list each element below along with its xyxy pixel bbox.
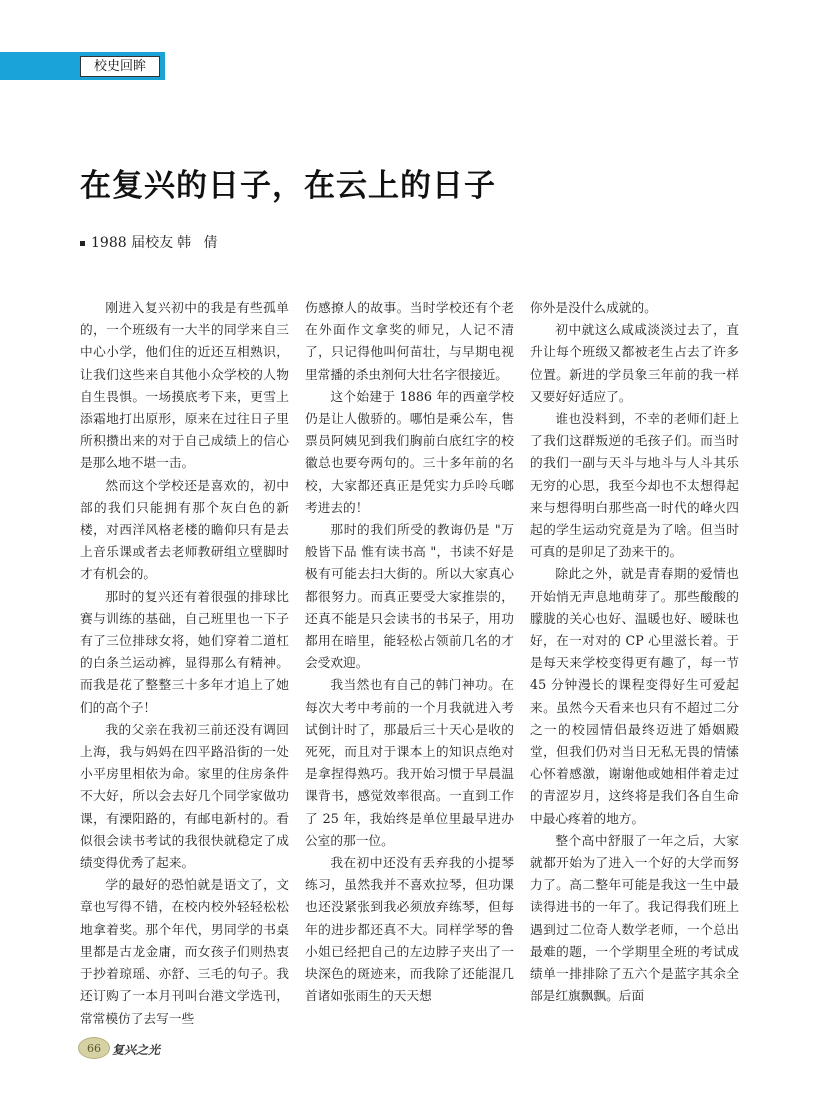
author-name: 韩 倩: [177, 235, 222, 251]
author-class: 1988 届校友: [91, 235, 174, 251]
paragraph: 谁也没料到，不幸的老师们赶上了我们这群叛逆的毛孩子们。而当时的我们一副与天斗与地斗与人斗其乐无穷的心思，我至今却也不太想得起来与想得明白那些高一时代的峰火四起的学生运动究竟是为了啥。但当时可真的是卯足了劲来干的。: [530, 411, 739, 560]
paragraph: 那时的复兴还有着很强的排球比赛与训练的基础，自己班里也一下子有了三位排球女将，她们穿着二道杠的白条兰运动裤，显得那么有精神。而我是花了整整三十多年才追上了她们的高个子！: [80, 588, 289, 715]
paragraph: 学的最好的恐怕就是语文了，文章也写得不错，在校内校外轻轻松松地拿着奖。那个年代，男同学的书桌里都是古龙金庸，而女孩子们则热衷于抄着琼瑶、亦舒、三毛的句子。我还订购了一本月刊叫台港文学选刊，常常模仿了去写一些: [80, 877, 289, 1026]
paragraph: 伤感撩人的故事。当时学校还有个老在外面作文拿奖的师兄，人记不清了，只记得他叫何苗壮，与早期电视里常播的杀虫剂何大壮名字很接近。: [305, 300, 514, 382]
paragraph: 除此之外，就是青春期的爱情也开始悄无声息地萌芽了。那些酸酸的朦胧的关心也好、温暖也好、暧昧也好，在一对对的 CP 心里滋长着。于是每天来学校变得更有趣了，每一节 45 分钟漫长的课程变得好生可爱起来。虽然今天看来也只有不超过二分之一的校园情侣最终迈进了婚姻殿堂，但我们仍对当日无私无畏的情愫心怀着感激，谢谢他或她相伴着走过的青涩岁月，这终将是我们各自生命中最心疼着的地方。: [530, 566, 739, 826]
paragraph: 那时的我们所受的教诲仍是 "万般皆下品 惟有读书高 "，书读不好是极有可能去扫大街的。所以大家真心都很努力。而真正要受大家推崇的，还真不能是只会读书的书呆子，用功都用在暗里，能轻松占领前几名的才会受欢迎。: [305, 522, 514, 671]
paragraph: 整个高中舒服了一年之后，大家就都开始为了进入一个好的大学而努力了。高二整年可能是我这一生中最读得进书的一年了。我记得我们班上遇到过二位奇人数学老师，一个总出最难的题，一个学期里全班的考试成绩单一排排除了五六个是蓝字其余全部是红旗飘飘。后面: [530, 832, 739, 1004]
article-title: 在复兴的日子，在云上的日子: [80, 168, 496, 204]
paragraph: 我当然也有自己的韩门神功。在每次大考中考前的一个月我就进入考试倒计时了，那最后三十天心是收的死死，而且对于课本上的知识点绝对是拿捏得熟巧。我开始习惯于早晨温课背书，感觉效率很高。一直到工作了 25 年，我始终是单位里最早进办公室的那一位。: [305, 677, 514, 848]
bullet-square-icon: [80, 241, 85, 246]
paragraph: 然而这个学校还是喜欢的，初中部的我们只能拥有那个灰白色的新楼，对西洋风格老楼的瞻仰只有是去上音乐课或者去老师教研组立壁脚时才有机会的。: [80, 477, 289, 582]
paragraph: 这个始建于 1886 年的西童学校仍是让人傲骄的。哪怕是乘公车，售票员阿姨见到我们胸前白底红字的校徽总也要夸两句的。三十多年前的名校，大家都还真正是凭实力乒呤乓啷考进去的！: [305, 388, 514, 515]
paragraph: 刚进入复兴初中的我是有些孤单的，一个班级有一大半的同学来自三中心小学，他们住的近还互相熟识，让我们这些来自其他小众学校的人物自生畏惧。一场摸底考下来，更雪上添霜地打出原形，原来在过往日子里所积攒出来的对于自己成绩上的信心是那么地不堪一击。: [80, 300, 289, 471]
paragraph: 我的父亲在我初三前还没有调回上海，我与妈妈在四平路沿街的一处小平房里相依为命。家里的住房条件不大好，所以会去好几个同学家做功课，有溧阳路的，有邮电新村的。看似很会读书考试的我很快就稳定了成绩变得优秀了起来。: [80, 721, 289, 871]
section-label: 校史回眸: [80, 56, 160, 77]
text-column-2: [305, 297, 514, 1008]
byline: [80, 232, 222, 252]
paragraph: 你外是没什么成就的。: [530, 300, 657, 315]
text-column-3: [530, 297, 739, 1008]
text-column-1: [80, 297, 289, 1030]
paragraph: 初中就这么咸咸淡淡过去了，直升让每个班级又都被老生占去了许多位置。新进的学员象三年前的我一样又要好好适应了。: [530, 322, 739, 404]
paragraph: 我在初中还没有丢弃我的小提琴练习，虽然我并不喜欢拉琴，但功课也还没紧张到我必须放弃练琴，但每年的进步都还真不大。同样学琴的鲁小姐已经把自己的左边脖子夹出了一块深色的斑迹来，而我除了还能混几首诸如张雨生的天天想: [305, 855, 514, 1004]
page-number: 66: [78, 1037, 110, 1059]
journal-name: 复兴之光: [112, 1043, 161, 1057]
